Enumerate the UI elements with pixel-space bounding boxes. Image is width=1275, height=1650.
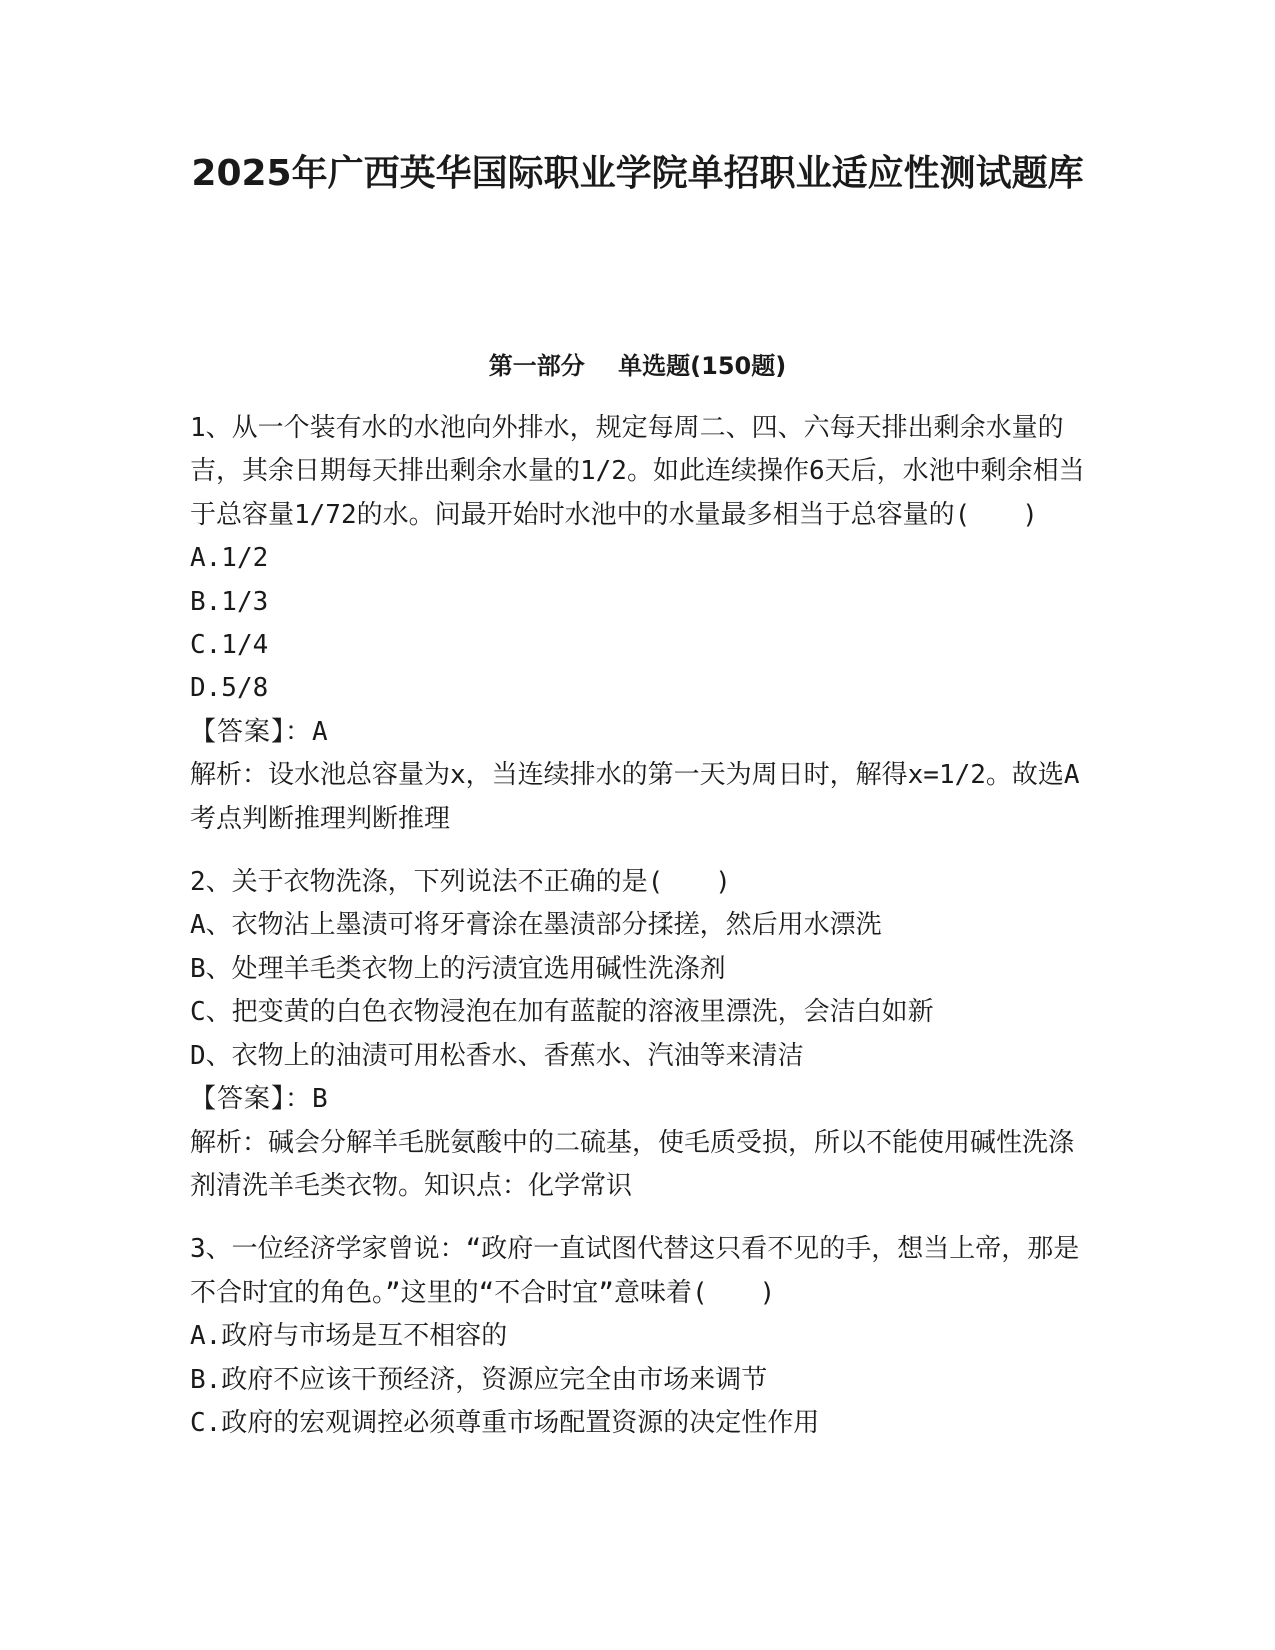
answer-value: B: [312, 1084, 328, 1115]
option-a: A.政府与市场是互不相容的: [190, 1321, 508, 1352]
option-a: A、衣物沾上墨渍可将牙膏涂在墨渍部分揉搓，然后用水漂洗: [190, 910, 882, 941]
analysis-text: 解析：设水池总容量为x，当连续排水的第一天为周日时，解得x=1/2。故选A考点判断推理判断推理: [190, 760, 1080, 834]
option-c: C.1/4: [190, 630, 269, 661]
answer-line: [190, 711, 1085, 754]
question-stem: 2、关于衣物洗涤，下列说法不正确的是( ): [190, 867, 731, 898]
question-stem: 3、一位经济学家曾说：“政府一直试图代替这只看不见的手，想当上帝，那是不合时宜的角色。”这里的“不合时宜”意味着( ): [190, 1234, 1080, 1308]
question-stem: 1、从一个装有水的水池向外排水，规定每周二、四、六每天排出剩余水量的吉，其余日期每天排出剩余水量的1/2。如此连续操作6天后，水池中剩余相当于总容量1/72的水。问最开始时水池中的水量最多相当于总容量的( ): [190, 413, 1085, 530]
option-b: B、处理羊毛类衣物上的污渍宜选用碱性洗涤剂: [190, 953, 726, 984]
option-a: A.1/2: [190, 543, 269, 574]
option-b: B.1/3: [190, 586, 269, 617]
question-1: [190, 407, 1085, 841]
option-c: C.政府的宏观调控必须尊重市场配置资源的决定性作用: [190, 1407, 820, 1438]
option-b: B.政府不应该干预经济，资源应完全由市场来调节: [190, 1364, 768, 1395]
answer-value: A: [312, 716, 328, 747]
option-d: D、衣物上的油渍可用松香水、香蕉水、汽油等来清洁: [190, 1040, 804, 1071]
option-d: D.5/8: [190, 673, 269, 704]
document-title: 2025年广西英华国际职业学院单招职业适应性测试题库: [191, 153, 1084, 194]
answer-label: 【答案】：: [190, 716, 313, 747]
analysis-text: 解析：碱会分解羊毛胱氨酸中的二硫基，使毛质受损，所以不能使用碱性洗涤剂清洗羊毛类衣物。知识点：化学常识: [190, 1127, 1075, 1201]
question-3: [190, 1228, 1085, 1445]
section-title: 第一部分 单选题(150题): [488, 352, 787, 380]
option-c: C、把变黄的白色衣物浸泡在加有蓝靛的溶液里漂洗，会洁白如新: [190, 997, 934, 1028]
answer-line: [190, 1078, 1085, 1121]
question-2: [190, 861, 1085, 1208]
question-list: [190, 407, 1085, 1465]
answer-label: 【答案】：: [190, 1084, 313, 1115]
